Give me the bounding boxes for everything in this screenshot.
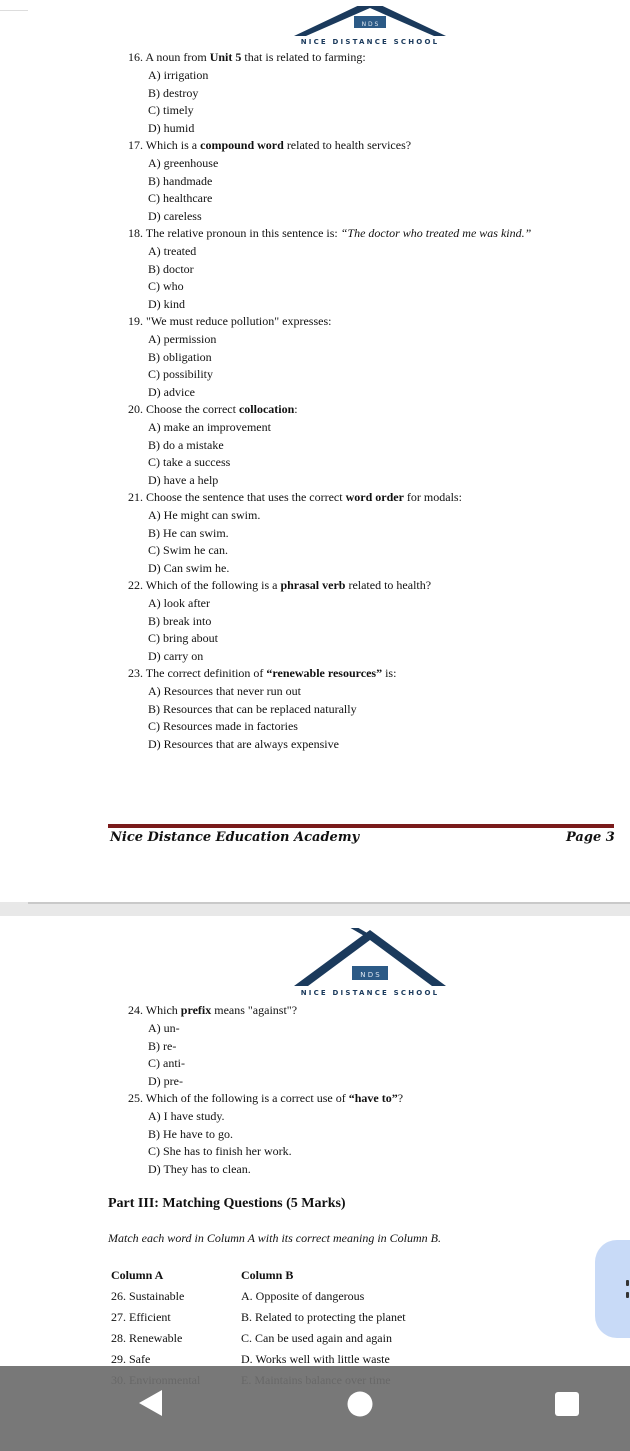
answer-option: D) have a help	[148, 472, 219, 487]
answer-option: D) carry on	[148, 648, 204, 663]
answer-option: C) who	[148, 279, 184, 293]
question-stem	[128, 1091, 403, 1106]
svg-text:N D S: N D S	[361, 21, 379, 28]
answer-option: D) careless	[148, 208, 202, 223]
question-text-part: means "against"?	[211, 1003, 298, 1017]
question-number: 24.	[128, 1003, 146, 1017]
answer-option: A) He might can swim.	[148, 508, 261, 522]
logo-school-name: NICE DISTANCE SCHOOL	[300, 989, 440, 997]
answer-option: B) obligation	[148, 349, 212, 364]
answer-option: A) I have study.	[148, 1109, 225, 1123]
answer-option: D) advice	[148, 384, 195, 399]
answer-option: C) healthcare	[148, 191, 213, 205]
answer-option: B) do a mistake	[148, 437, 224, 452]
question-text-part: ?	[397, 1091, 404, 1105]
question-text-part: The relative pronoun in this sentence is:	[145, 226, 341, 240]
answer-option: D) kind	[148, 296, 185, 311]
question-text-part: related to health services?	[283, 138, 412, 152]
answer-option: A) permission	[148, 332, 217, 346]
footer-academy-name: Nice Distance Education Academy	[110, 830, 360, 845]
question-text-part: Which of the following is a	[145, 578, 281, 592]
question-text-part: The correct definition of	[145, 666, 267, 680]
column-a-header: Column A	[111, 1268, 164, 1282]
question-text-part: related to health?	[345, 578, 432, 592]
question-number: 16.	[128, 50, 146, 64]
answer-option: A) make an improvement	[148, 420, 271, 434]
question-text-part: that is related to farming:	[241, 50, 366, 64]
question-stem	[128, 226, 531, 241]
answer-option: C) bring about	[148, 631, 218, 645]
footer-rule	[108, 824, 614, 828]
question-text-part: for modals:	[403, 490, 462, 504]
column-b-item: C. Can be used again and again	[241, 1331, 392, 1345]
question-stem	[128, 138, 411, 153]
answer-option: D) They has to clean.	[148, 1161, 251, 1176]
answer-option: B) He have to go.	[148, 1126, 233, 1141]
question-number: 17.	[128, 138, 146, 152]
answer-option: B) destroy	[148, 85, 199, 100]
question-number: 21.	[128, 490, 146, 504]
answer-option: C) take a success	[148, 455, 231, 469]
answer-option: A) treated	[148, 244, 197, 258]
question-number: 20.	[128, 402, 146, 416]
android-navigation-bar	[0, 1366, 630, 1451]
more-dots-icon	[626, 1280, 629, 1286]
answer-option: C) Swim he can.	[148, 543, 228, 557]
answer-option: B) Resources that can be replaced naturally	[148, 701, 357, 716]
question-text-part: word order	[345, 490, 404, 504]
question-text-part: is:	[382, 666, 397, 680]
answer-option: D) Can swim he.	[148, 560, 230, 575]
answer-option: D) Resources that are always expensive	[148, 736, 339, 751]
question-text-part: Choose the correct	[146, 402, 239, 416]
question-text-part: collocation	[238, 402, 295, 416]
answer-option: D) humid	[148, 120, 195, 135]
column-b-item: A. Opposite of dangerous	[241, 1289, 365, 1303]
question-stem	[128, 314, 331, 329]
question-text-part: “renewable resources”	[266, 666, 383, 680]
question-text-part: :	[294, 402, 298, 416]
question-stem	[128, 578, 431, 593]
question-text-part: “The doctor who treated me was kind.”	[340, 226, 532, 240]
column-a-item: 26. Sustainable	[111, 1289, 185, 1303]
home-icon[interactable]	[346, 1390, 374, 1418]
logo-school-name: NICE DISTANCE SCHOOL	[300, 38, 440, 46]
answer-option: A) look after	[148, 596, 210, 610]
question-number: 25.	[128, 1091, 146, 1105]
answer-option: C) possibility	[148, 367, 214, 381]
question-text-part: phrasal verb	[280, 578, 346, 592]
column-a-item: 29. Safe	[111, 1352, 151, 1366]
column-b-item: D. Works well with little waste	[241, 1352, 390, 1366]
recents-icon[interactable]	[554, 1391, 580, 1417]
column-a-item: 27. Efficient	[111, 1310, 171, 1324]
back-icon[interactable]	[136, 1388, 166, 1418]
question-text-part: "We must reduce pollution" expresses:	[146, 314, 332, 328]
floating-menu-button[interactable]	[595, 1240, 630, 1338]
question-number: 22.	[128, 578, 146, 592]
question-number: 19.	[128, 314, 146, 328]
question-number: 23.	[128, 666, 146, 680]
logo-roof-icon	[290, 6, 450, 40]
part-iii-title: Part III: Matching Questions (5 Marks)	[108, 1196, 346, 1211]
question-stem	[128, 490, 462, 505]
answer-option: B) re-	[148, 1038, 177, 1053]
question-text-part: Which	[145, 1003, 181, 1017]
question-text-part: prefix	[180, 1003, 212, 1017]
question-stem	[128, 1003, 297, 1018]
answer-option: A) un-	[148, 1021, 180, 1035]
column-a-item: 28. Renewable	[111, 1331, 183, 1345]
question-text-part: “have to”	[348, 1091, 398, 1105]
page-gap	[0, 902, 630, 916]
answer-option: C) She has to finish her work.	[148, 1144, 292, 1158]
footer-page-number: Page 3	[566, 830, 615, 845]
answer-option: B) break into	[148, 613, 212, 628]
svg-text:N D S: N D S	[360, 971, 380, 979]
question-stem	[128, 666, 396, 681]
school-logo	[290, 6, 450, 51]
answer-option: A) irrigation	[148, 68, 209, 82]
answer-option: D) pre-	[148, 1073, 183, 1088]
question-text-part: Which of the following is a correct use of	[145, 1091, 349, 1105]
question-text-part: compound word	[200, 138, 284, 152]
answer-option: A) greenhouse	[148, 156, 219, 170]
question-text-part: Which is a	[145, 138, 201, 152]
document-page-3	[28, 0, 630, 902]
question-text-part: Unit 5	[209, 50, 242, 64]
page-divider	[28, 902, 630, 904]
answer-option: B) handmade	[148, 173, 213, 188]
answer-option: A) Resources that never run out	[148, 684, 301, 698]
logo-roof-icon	[290, 928, 450, 992]
question-text-part: Choose the sentence that uses the correct	[146, 490, 346, 504]
answer-option: C) timely	[148, 103, 194, 117]
question-text-part: A noun from	[145, 50, 210, 64]
column-b-header: Column B	[241, 1268, 294, 1282]
more-dots-icon	[626, 1292, 629, 1298]
question-stem	[128, 50, 366, 65]
matching-instruction: Match each word in Column A with its correct meaning in Column B.	[108, 1231, 441, 1245]
column-b-item: B. Related to protecting the planet	[241, 1310, 406, 1324]
answer-option: B) doctor	[148, 261, 194, 276]
answer-option: C) anti-	[148, 1056, 185, 1070]
answer-option: C) Resources made in factories	[148, 719, 298, 733]
answer-option: B) He can swim.	[148, 525, 229, 540]
school-logo-page-4	[290, 928, 450, 1000]
question-stem	[128, 402, 298, 417]
question-number: 18.	[128, 226, 146, 240]
